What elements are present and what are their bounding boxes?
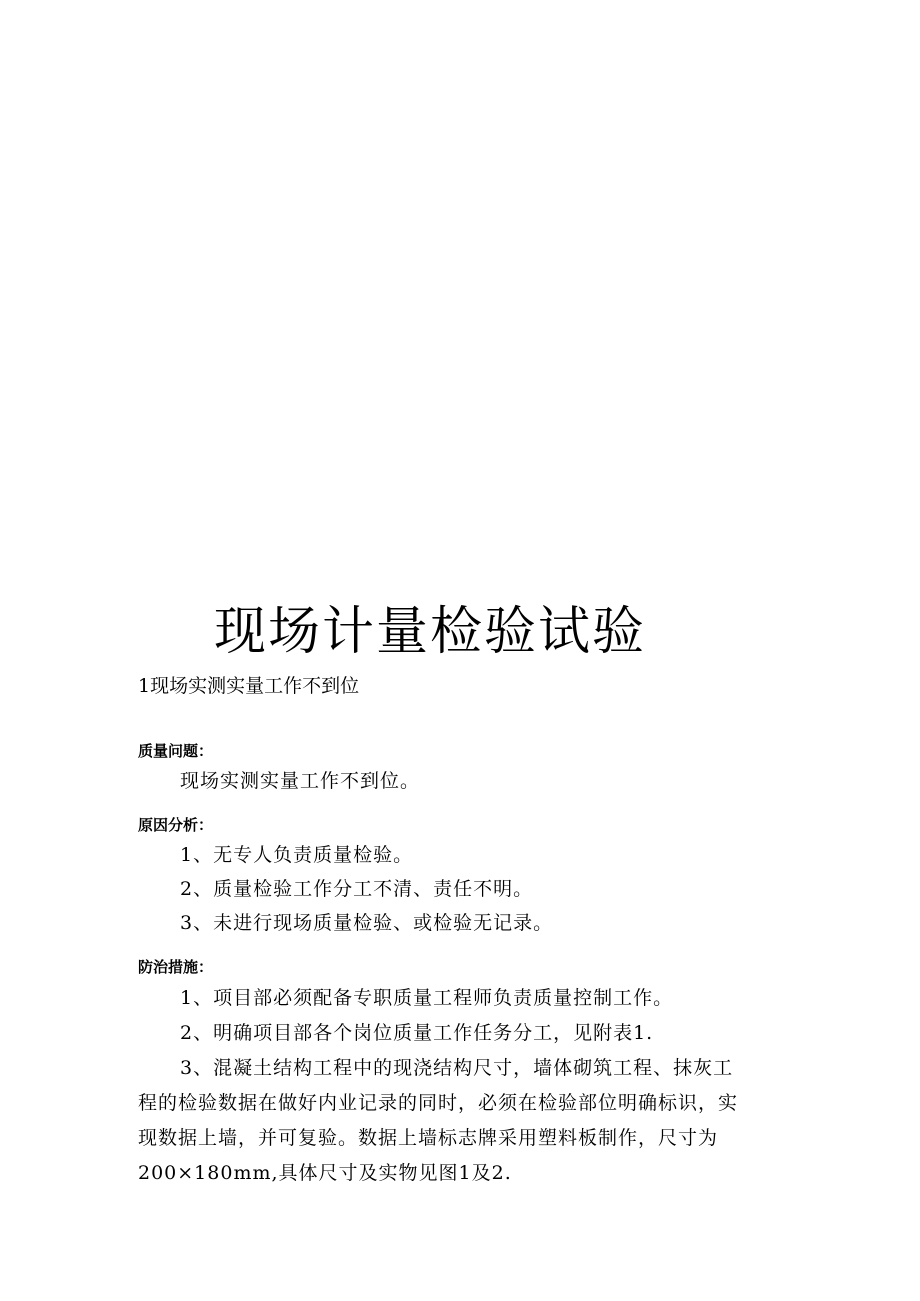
document-title: 现场计量检验试验 — [214, 602, 647, 662]
cause-item: 2、质量检验工作分工不清、责任不明。 — [180, 878, 534, 900]
measure-continuation-line: 现数据上墙，并可复验。数据上墙标志牌采用塑料板制作，尺寸为 — [138, 1127, 719, 1149]
measure-continuation-line: 200×180mm,具体尺寸及实物见图1及2. — [138, 1162, 512, 1184]
problem-text: 现场实测实量工作不到位。 — [180, 770, 421, 792]
problem-heading: 质量问题： — [138, 742, 214, 760]
measure-item: 1、项目部必须配备专职质量工程师负责质量控制工作。 — [180, 987, 674, 1009]
measures-heading: 防治措施： — [138, 958, 214, 976]
measure-item: 2、明确项目部各个岗位质量工作任务分工，见附表1. — [180, 1022, 654, 1044]
cause-item: 1、无专人负责质量检验。 — [180, 844, 414, 866]
measure-continuation-line: 程的检验数据在做好内业记录的同时，必须在检验部位明确标识，实 — [138, 1092, 739, 1114]
causes-heading: 原因分析： — [138, 816, 214, 834]
section-subtitle: 1现场实测实量工作不到位 — [138, 675, 360, 697]
measure-item: 3、混凝土结构工程中的现浇结构尺寸，墙体砌筑工程、抹灰工 — [180, 1057, 734, 1079]
cause-item: 3、未进行现场质量检验、或检验无记录。 — [180, 912, 554, 934]
